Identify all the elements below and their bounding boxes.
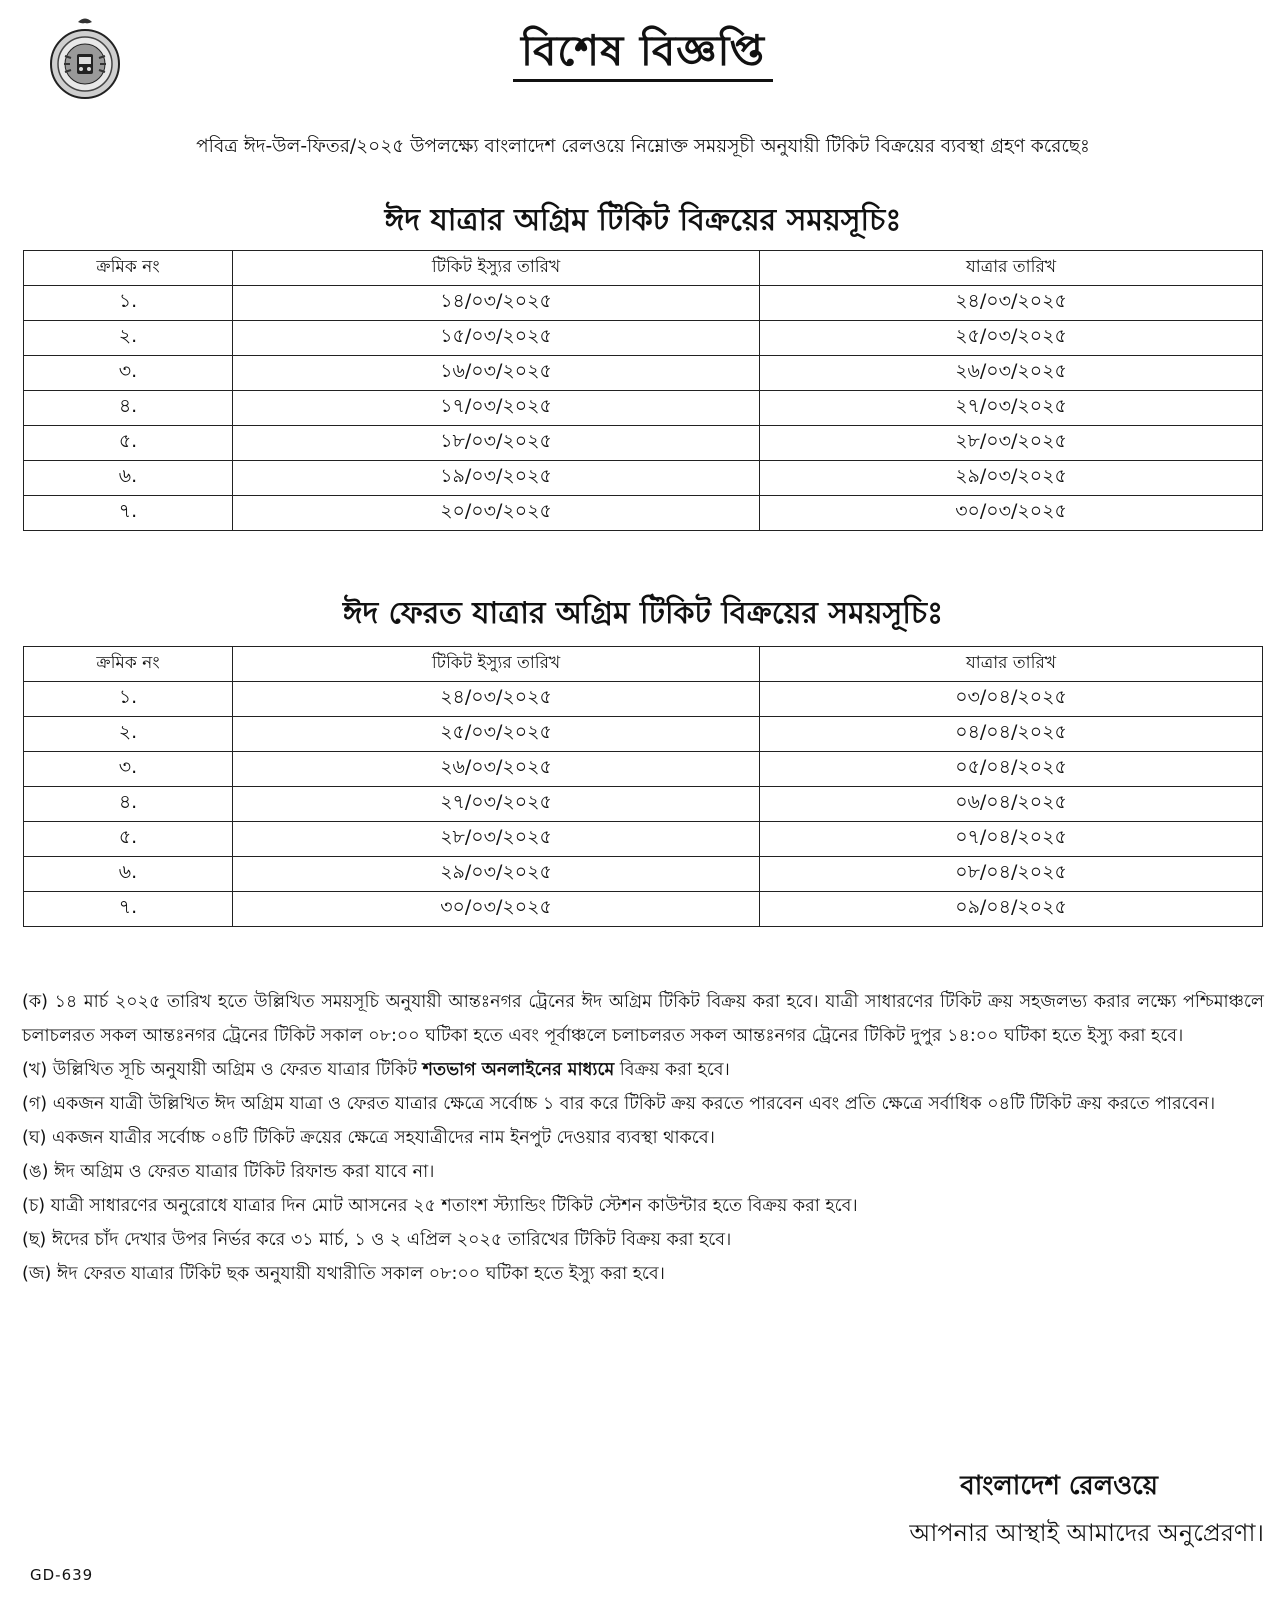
serial-cell: ৫. — [24, 426, 233, 461]
serial-cell: ৪. — [24, 787, 233, 822]
issue-date-cell: ১৬/০৩/২০২৫ — [233, 356, 760, 391]
note-ga — [22, 1087, 1264, 1121]
note-text: ঈদ ফেরত যাত্রার টিকিট ছক অনুযায়ী যথারীতি সকাল ০৮:০০ ঘটিকা হতে ইস্যু করা হবে। — [56, 1264, 665, 1284]
journey-date-cell: ০৪/০৪/২০২৫ — [760, 717, 1263, 752]
note-ja — [22, 1257, 1264, 1291]
table-row — [24, 787, 1263, 822]
journey-date-cell: ০৯/০৪/২০২৫ — [760, 892, 1263, 927]
journey-date-cell: ২৪/০৩/২০২৫ — [760, 286, 1263, 321]
serial-cell: ৬. — [24, 857, 233, 892]
serial-cell: ৭. — [24, 892, 233, 927]
table-row — [24, 286, 1263, 321]
serial-cell: ২. — [24, 321, 233, 356]
header-journey-date: যাত্রার তারিখ — [760, 251, 1263, 286]
note-gha — [22, 1121, 1264, 1155]
issue-date-cell: ২৪/০৩/২০২৫ — [233, 682, 760, 717]
table-row — [24, 892, 1263, 927]
header-journey-date: যাত্রার তারিখ — [760, 647, 1263, 682]
table-row — [24, 682, 1263, 717]
issue-date-cell: ২০/০৩/২০২৫ — [233, 496, 760, 531]
issue-date-cell: ২৯/০৩/২০২৫ — [233, 857, 760, 892]
note-label: (খ) — [22, 1060, 48, 1080]
document-code: GD-639 — [30, 1566, 94, 1584]
serial-cell: ৪. — [24, 391, 233, 426]
note-label: (ঘ) — [22, 1128, 47, 1148]
table-row — [24, 857, 1263, 892]
intro-text: পবিত্র ঈদ-উল-ফিতর/২০২৫ উপলক্ষ্যে বাংলাদেশ রেলওয়ে নিম্নোক্ত সময়সূচী অনুযায়ী টিকিট বিক্রয়ের ব্যবস্থা গ্রহণ করেছেঃ — [196, 136, 1090, 157]
note-ka — [22, 985, 1264, 1053]
note-text: একজন যাত্রী উল্লিখিত ঈদ অগ্রিম যাত্রা ও ফেরত যাত্রার ক্ষেত্রে সর্বোচ্চ ১ বার করে টিকিট ক্রয় করতে পারবেন এবং প্রতি ক্ষেত্রে সর্বাধিক ০৪টি টিকিট ক্রয় করতে পারবেন। — [52, 1094, 1216, 1114]
organization-name: বাংলাদেশ রেলওয়ে — [960, 1471, 1158, 1501]
journey-date-cell: ২৮/০৩/২০২৫ — [760, 426, 1263, 461]
header-issue-date: টিকিট ইস্যুর তারিখ — [233, 251, 760, 286]
table-row — [24, 391, 1263, 426]
note-text: ঈদ অগ্রিম ও ফেরত যাত্রার টিকিট রিফান্ড করা যাবে না। — [54, 1162, 435, 1182]
slogan: আপনার আস্থাই আমাদের অনুপ্রেরণা। — [909, 1519, 1264, 1547]
serial-cell: ১. — [24, 286, 233, 321]
note-text: বিক্রয় করা হবে। — [619, 1060, 730, 1080]
journey-date-cell: ০৭/০৪/২০২৫ — [760, 822, 1263, 857]
serial-cell: ২. — [24, 717, 233, 752]
journey-date-cell: ২৬/০৩/২০২৫ — [760, 356, 1263, 391]
issue-date-cell: ১৫/০৩/২০২৫ — [233, 321, 760, 356]
journey-date-cell: ২৯/০৩/২০২৫ — [760, 461, 1263, 496]
table-row — [24, 496, 1263, 531]
issue-date-cell: ২৫/০৩/২০২৫ — [233, 717, 760, 752]
issue-date-cell: ১৭/০৩/২০২৫ — [233, 391, 760, 426]
note-label: (ছ) — [22, 1230, 47, 1250]
journey-date-cell: ৩০/০৩/২০২৫ — [760, 496, 1263, 531]
serial-cell: ১. — [24, 682, 233, 717]
table-row — [24, 426, 1263, 461]
table1-heading: ঈদ যাত্রার অগ্রিম টিকিট বিক্রয়ের সময়সূচিঃ — [384, 203, 902, 238]
issue-date-cell: ৩০/০৩/২০২৫ — [233, 892, 760, 927]
note-label: (গ) — [22, 1094, 48, 1114]
table-row — [24, 321, 1263, 356]
note-text: ১৪ মার্চ ২০২৫ তারিখ হতে উল্লিখিত সময়সূচি অনুযায়ী আন্তঃনগর ট্রেনের ঈদ অগ্রিম টিকিট বিক্রয় করা হবে। যাত্রী সাধারণের টিকিট ক্রয় সহজলভ্য করার লক্ষ্যে পশ্চিমাঞ্চলে চলাচলরত সকল আন্তঃনগর ট্রেনের টিকিট সকাল ০৮:০০ ঘটিকা হতে এবং পূর্বাঞ্চলে চলাচলরত সকল আন্তঃনগর ট্রেনের টিকিট দুপুর ১৪:০০ ঘটিকা হতে ইস্যু করা হবে। — [22, 992, 1264, 1046]
note-label: (জ) — [22, 1264, 52, 1284]
note-uma — [22, 1155, 1264, 1189]
notice-title: বিশেষ বিজ্ঞপ্তি — [0, 18, 1286, 89]
issue-date-cell: ১৪/০৩/২০২৫ — [233, 286, 760, 321]
issue-date-cell: ২৬/০৩/২০২৫ — [233, 752, 760, 787]
note-label: (ক) — [22, 992, 48, 1012]
journey-date-cell: ০৬/০৪/২০২৫ — [760, 787, 1263, 822]
serial-cell: ৬. — [24, 461, 233, 496]
header-issue-date: টিকিট ইস্যুর তারিখ — [233, 647, 760, 682]
issue-date-cell: ২৭/০৩/২০২৫ — [233, 787, 760, 822]
table-row — [24, 752, 1263, 787]
issue-date-cell: ১৮/০৩/২০২৫ — [233, 426, 760, 461]
table-row — [24, 717, 1263, 752]
issue-date-cell: ২৮/০৩/২০২৫ — [233, 822, 760, 857]
serial-cell: ৭. — [24, 496, 233, 531]
header-serial: ক্রমিক নং — [24, 251, 233, 286]
journey-date-cell: ০৮/০৪/২০২৫ — [760, 857, 1263, 892]
serial-cell: ৫. — [24, 822, 233, 857]
note-kha — [22, 1053, 1264, 1087]
note-text: উল্লিখিত সূচি অনুযায়ী অগ্রিম ও ফেরত যাত্রার টিকিট — [52, 1060, 418, 1080]
header-serial: ক্রমিক নং — [24, 647, 233, 682]
table-header-row — [24, 251, 1263, 286]
table-header-row — [24, 647, 1263, 682]
issue-date-cell: ১৯/০৩/২০২৫ — [233, 461, 760, 496]
table-row — [24, 356, 1263, 391]
note-cha — [22, 1189, 1264, 1223]
note-label: (চ) — [22, 1196, 46, 1216]
notes-list — [22, 985, 1264, 1291]
table-row — [24, 822, 1263, 857]
journey-date-cell: ০৩/০৪/২০২৫ — [760, 682, 1263, 717]
note-text: যাত্রী সাধারণের অনুরোধে যাত্রার দিন মোট আসনের ২৫ শতাংশ স্ট্যান্ডিং টিকিট স্টেশন কাউন্টার হতে বিক্রয় করা হবে। — [50, 1196, 858, 1216]
table-row — [24, 461, 1263, 496]
journey-date-cell: ২৫/০৩/২০২৫ — [760, 321, 1263, 356]
eid-return-ticket-table — [23, 646, 1263, 927]
journey-date-cell: ০৫/০৪/২০২৫ — [760, 752, 1263, 787]
journey-date-cell: ২৭/০৩/২০২৫ — [760, 391, 1263, 426]
note-text-bold: শতভাগ অনলাইনের মাধ্যমে — [422, 1060, 615, 1080]
note-text: একজন যাত্রীর সর্বোচ্চ ০৪টি টিকিট ক্রয়ের ক্ষেত্রে সহযাত্রীদের নাম ইনপুট দেওয়ার ব্যবস্থা থাকবে। — [52, 1128, 715, 1148]
serial-cell: ৩. — [24, 356, 233, 391]
note-label: (ঙ) — [22, 1162, 49, 1182]
eid-advance-ticket-table — [23, 250, 1263, 531]
note-chha — [22, 1223, 1264, 1257]
note-text: ঈদের চাঁদ দেখার উপর নির্ভর করে ৩১ মার্চ, ১ ও ২ এপ্রিল ২০২৫ তারিখের টিকিট বিক্রয় করা হবে। — [51, 1230, 732, 1250]
serial-cell: ৩. — [24, 752, 233, 787]
table2-heading: ঈদ ফেরত যাত্রার অগ্রিম টিকিট বিক্রয়ের সময়সূচিঃ — [342, 596, 944, 631]
